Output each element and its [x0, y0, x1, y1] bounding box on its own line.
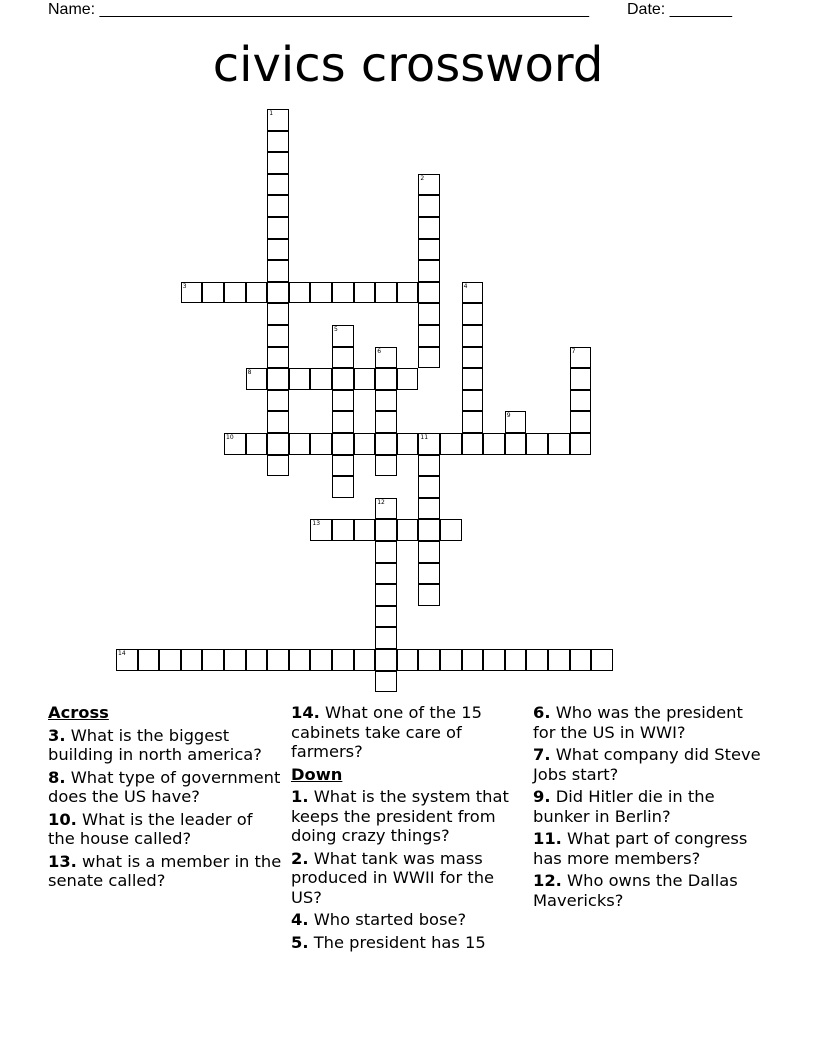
grid-cell[interactable]	[462, 347, 484, 369]
clues-column-3	[533, 703, 769, 913]
name-label: Name: _______________________________________________________	[48, 1, 589, 18]
date-label: Date: _______	[627, 1, 732, 18]
grid-cell[interactable]	[332, 433, 354, 455]
grid-cell[interactable]	[267, 325, 289, 347]
grid-cell[interactable]	[375, 368, 397, 390]
grid-cell[interactable]	[570, 433, 592, 455]
grid-cell[interactable]	[267, 390, 289, 412]
grid-cell[interactable]	[332, 368, 354, 390]
grid-cell[interactable]	[570, 649, 592, 671]
clue-across-8: 8. What type of government does the US have?	[48, 767, 281, 806]
grid-cell[interactable]	[267, 217, 289, 239]
grid-cell[interactable]	[267, 303, 289, 325]
clue-down-4: 4. Who started bose?	[291, 910, 467, 929]
clue-number-4: 4	[463, 282, 468, 290]
clue-number-12: 12	[377, 498, 385, 506]
grid-cell[interactable]	[418, 584, 440, 606]
grid-cell[interactable]	[397, 433, 419, 455]
grid-cell[interactable]	[397, 519, 419, 541]
grid-cell[interactable]	[332, 347, 354, 369]
grid-cell[interactable]	[267, 433, 289, 455]
grid-cell[interactable]	[332, 390, 354, 412]
grid-cell[interactable]	[354, 368, 376, 390]
grid-cell[interactable]	[397, 368, 419, 390]
clues-column-2	[291, 703, 521, 955]
grid-cell[interactable]	[332, 282, 354, 304]
clue-down-7: 7. What company did Steve Jobs start?	[533, 745, 761, 784]
clue-across-14: 14. What one of the 15 cabinets take care of farmers?	[291, 703, 482, 761]
grid-cell[interactable]	[418, 239, 440, 261]
grid-cell[interactable]	[267, 368, 289, 390]
grid-cell[interactable]	[267, 152, 289, 174]
grid-cell[interactable]	[548, 433, 570, 455]
grid-cell[interactable]	[267, 649, 289, 671]
grid-cell[interactable]	[418, 649, 440, 671]
grid-cell[interactable]	[375, 390, 397, 412]
grid-cell[interactable]	[267, 174, 289, 196]
grid-cell[interactable]	[332, 476, 354, 498]
grid-cell[interactable]	[267, 282, 289, 304]
clue-down-1: 1. What is the system that keeps the president from doing crazy things?	[291, 787, 509, 845]
grid-cell[interactable]	[246, 649, 268, 671]
grid-cell[interactable]	[332, 411, 354, 433]
clue-number-3: 3	[182, 282, 187, 290]
grid-cell[interactable]	[526, 649, 548, 671]
clue-across-10: 10. What is the leader of the house called?	[48, 809, 253, 848]
grid-cell[interactable]	[354, 519, 376, 541]
grid-cell[interactable]	[310, 433, 332, 455]
grid-cell[interactable]	[354, 649, 376, 671]
grid-cell[interactable]	[483, 433, 505, 455]
grid-cell[interactable]	[267, 195, 289, 217]
grid-cell[interactable]	[289, 433, 311, 455]
clue-number-8: 8	[247, 369, 252, 377]
grid-cell[interactable]	[310, 649, 332, 671]
grid-cell[interactable]	[570, 411, 592, 433]
grid-cell[interactable]	[354, 433, 376, 455]
grid-cell[interactable]	[462, 368, 484, 390]
grid-cell[interactable]	[332, 455, 354, 477]
grid-cell[interactable]	[462, 325, 484, 347]
grid-cell[interactable]	[418, 455, 440, 477]
clue-down-2: 2. What tank was mass produced in WWII for the US?	[291, 848, 495, 907]
grid-cell[interactable]	[375, 433, 397, 455]
grid-cell[interactable]	[375, 671, 397, 693]
grid-cell[interactable]	[289, 282, 311, 304]
clue-down-9: 9. Did Hitler die in the bunker in Berlin?	[533, 787, 715, 826]
clue-number-2: 2	[420, 174, 425, 182]
grid-cell[interactable]	[224, 282, 246, 304]
grid-cell[interactable]	[138, 649, 160, 671]
grid-cell[interactable]	[418, 260, 440, 282]
grid-cell[interactable]	[375, 282, 397, 304]
grid-cell[interactable]	[375, 584, 397, 606]
grid-cell[interactable]	[418, 325, 440, 347]
grid-cell[interactable]	[375, 541, 397, 563]
grid-cell[interactable]	[332, 519, 354, 541]
clue-number-14: 14	[118, 650, 126, 657]
grid-cell[interactable]	[418, 282, 440, 304]
grid-cell[interactable]	[418, 541, 440, 563]
grid-cell[interactable]	[418, 563, 440, 585]
grid-cell[interactable]	[418, 303, 440, 325]
clue-number-5: 5	[334, 326, 338, 333]
grid-cell[interactable]	[462, 433, 484, 455]
clue-down-12: 12. Who owns the Dallas Mavericks?	[533, 871, 738, 910]
grid-cell[interactable]	[202, 649, 224, 671]
grid-cell[interactable]	[289, 649, 311, 671]
grid-cell[interactable]	[505, 649, 527, 671]
grid-cell[interactable]	[202, 282, 224, 304]
down-heading: Down	[291, 764, 343, 784]
clue-number-13: 13	[312, 520, 321, 528]
grid-cell[interactable]	[570, 368, 592, 390]
clue-down-6: 6. Who was the president for the US in WWI?	[533, 703, 743, 742]
grid-cell[interactable]	[246, 433, 268, 455]
grid-cell[interactable]	[462, 649, 484, 671]
grid-cell[interactable]	[375, 627, 397, 649]
grid-cell[interactable]	[375, 649, 397, 671]
grid-cell[interactable]	[375, 606, 397, 628]
grid-cell[interactable]	[462, 411, 484, 433]
grid-cell[interactable]	[332, 649, 354, 671]
grid-cell[interactable]	[267, 455, 289, 477]
grid-cell[interactable]	[418, 195, 440, 217]
grid-cell[interactable]	[224, 649, 246, 671]
grid-cell[interactable]	[462, 303, 484, 325]
clue-number-10: 10	[226, 434, 234, 441]
grid-cell[interactable]	[246, 282, 268, 304]
clue-across-3: 3. What is the biggest building in north america?	[48, 725, 262, 764]
clue-down-11: 11. What part of congress has more members?	[533, 829, 748, 868]
grid-cell[interactable]	[440, 433, 462, 455]
clue-down-5: 5. The president has 15	[291, 932, 486, 952]
grid-cell[interactable]	[440, 519, 462, 541]
grid-cell[interactable]	[548, 649, 570, 671]
page-title: civics crossword	[212, 37, 604, 93]
grid-cell[interactable]	[267, 347, 289, 369]
clue-number-1: 1	[269, 110, 274, 117]
clue-number-6: 6	[377, 347, 382, 355]
grid-cell[interactable]	[526, 433, 548, 455]
clue-number-11: 11	[420, 434, 429, 441]
grid-cell[interactable]	[354, 282, 376, 304]
grid-cell[interactable]	[375, 519, 397, 541]
grid-cell[interactable]	[289, 368, 311, 390]
grid-cell[interactable]	[418, 347, 440, 369]
grid-cell[interactable]	[267, 131, 289, 153]
clues-column-1	[48, 703, 284, 894]
grid-cell[interactable]	[418, 519, 440, 541]
grid-cell[interactable]	[159, 649, 181, 671]
grid-cell[interactable]	[418, 217, 440, 239]
grid-cell[interactable]	[267, 239, 289, 261]
grid-cell[interactable]	[375, 455, 397, 477]
grid-cell[interactable]	[310, 368, 332, 390]
across-heading: Across	[48, 703, 109, 722]
grid-cell[interactable]	[570, 390, 592, 412]
grid-cell[interactable]	[267, 411, 289, 433]
grid-cell[interactable]	[440, 649, 462, 671]
clue-across-13: 13. what is a member in the senate called?	[48, 851, 282, 890]
grid-cell[interactable]	[462, 390, 484, 412]
clue-number-7: 7	[571, 347, 576, 355]
grid-cell[interactable]	[505, 433, 527, 455]
grid-cell[interactable]	[591, 649, 613, 671]
grid-cell[interactable]	[483, 649, 505, 671]
grid-cell[interactable]	[181, 649, 203, 671]
grid-cell[interactable]	[375, 411, 397, 433]
grid-cell[interactable]	[375, 563, 397, 585]
grid-cell[interactable]	[267, 260, 289, 282]
grid-cell[interactable]	[418, 476, 440, 498]
grid-cell[interactable]	[397, 282, 419, 304]
grid-cell[interactable]	[418, 498, 440, 520]
grid-cell[interactable]	[310, 282, 332, 304]
grid-cell[interactable]	[397, 649, 419, 671]
clue-number-9: 9	[506, 412, 511, 420]
